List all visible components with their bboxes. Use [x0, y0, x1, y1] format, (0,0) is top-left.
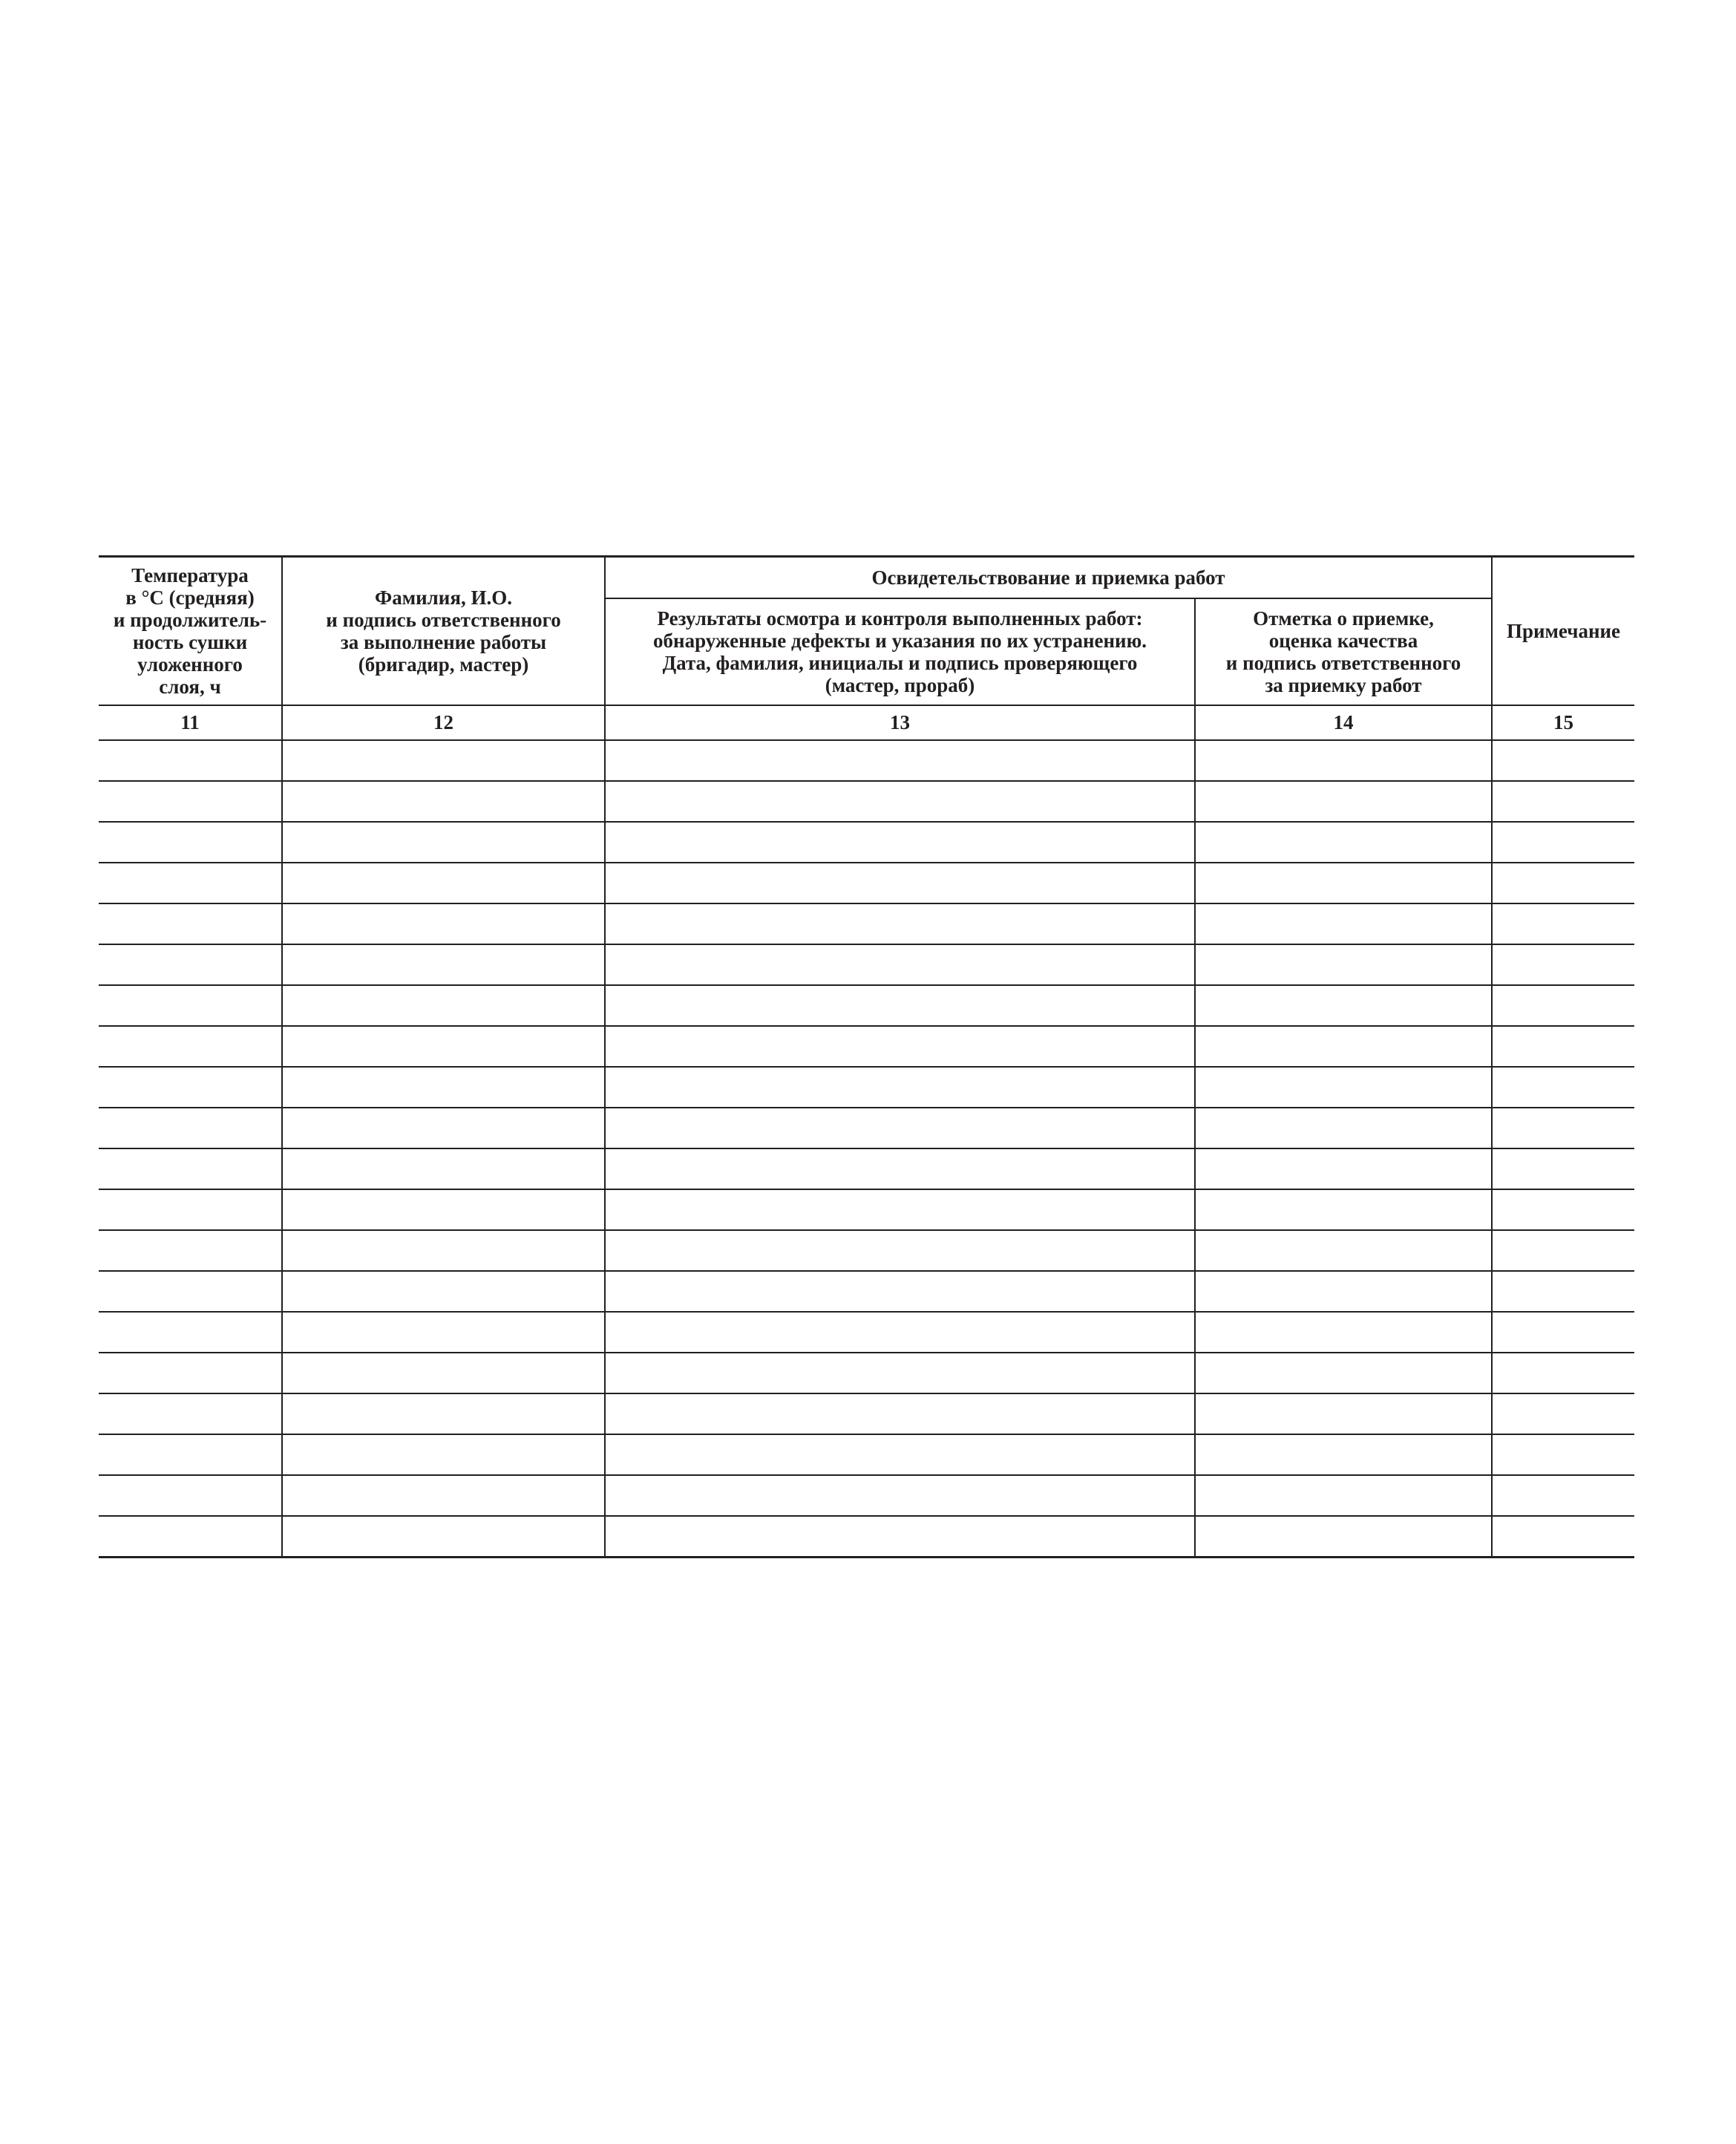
table-cell[interactable]: [99, 1353, 282, 1393]
table-cell[interactable]: [605, 1312, 1195, 1353]
table-cell[interactable]: [282, 985, 605, 1026]
table-row: [99, 1516, 1634, 1558]
table-cell[interactable]: [1195, 1516, 1492, 1558]
table-cell[interactable]: [1492, 1026, 1634, 1067]
table-cell[interactable]: [605, 781, 1195, 822]
table-cell[interactable]: [99, 863, 282, 903]
table-cell[interactable]: [99, 1230, 282, 1271]
table-cell[interactable]: [1492, 944, 1634, 985]
table-row: [99, 863, 1634, 903]
table-cell[interactable]: [1195, 740, 1492, 781]
table-row: [99, 1108, 1634, 1148]
table-cell[interactable]: [1195, 822, 1492, 863]
table-cell[interactable]: [605, 822, 1195, 863]
table-cell[interactable]: [1195, 903, 1492, 944]
table-row: [99, 781, 1634, 822]
table-cell[interactable]: [1492, 863, 1634, 903]
column-number-12: 12: [282, 705, 605, 740]
table-cell[interactable]: [1492, 1353, 1634, 1393]
table-cell[interactable]: [605, 903, 1195, 944]
table-cell[interactable]: [282, 1230, 605, 1271]
table-cell[interactable]: [605, 1475, 1195, 1516]
table-cell[interactable]: [1492, 781, 1634, 822]
table-cell[interactable]: [282, 1312, 605, 1353]
table-row: [99, 1434, 1634, 1475]
table-cell[interactable]: [1492, 1271, 1634, 1312]
table-cell[interactable]: [99, 1026, 282, 1067]
table-cell[interactable]: [1492, 1189, 1634, 1230]
table-row: [99, 1148, 1634, 1189]
table-cell[interactable]: [605, 944, 1195, 985]
header-responsible-person: Фамилия, И.О. и подпись ответственного за выполнение работы (бригадир, мастер): [282, 557, 605, 705]
table-cell[interactable]: [99, 985, 282, 1026]
table-cell[interactable]: [282, 1434, 605, 1475]
table-cell[interactable]: [282, 1189, 605, 1230]
table-cell[interactable]: [1195, 1230, 1492, 1271]
table-cell[interactable]: [282, 944, 605, 985]
header-temperature: Температура в °С (средняя) и продолжитель- ность сушки уложенного слоя, ч: [99, 557, 282, 705]
table-cell[interactable]: [605, 740, 1195, 781]
table-cell[interactable]: [282, 1271, 605, 1312]
table-cell[interactable]: [605, 1026, 1195, 1067]
table-row: [99, 985, 1634, 1026]
table-cell[interactable]: [282, 1393, 605, 1434]
table-row: [99, 1393, 1634, 1434]
table-cell[interactable]: [1492, 1067, 1634, 1108]
table-cell[interactable]: [605, 1393, 1195, 1434]
table-row: [99, 1230, 1634, 1271]
table-cell[interactable]: [282, 822, 605, 863]
table-cell[interactable]: [1195, 1312, 1492, 1353]
table-cell[interactable]: [1492, 1148, 1634, 1189]
table-cell[interactable]: [1492, 1516, 1634, 1558]
table-cell[interactable]: [99, 1189, 282, 1230]
header-note: Примечание: [1492, 557, 1634, 705]
table-row: [99, 903, 1634, 944]
header-inspection-results: Результаты осмотра и контроля выполненных работ: обнаруженные дефекты и указания по их устранению. Дата, фамилия, инициалы и подпись проверяющего (мастер, прораб): [605, 598, 1195, 705]
table-cell[interactable]: [1195, 1108, 1492, 1148]
table-cell[interactable]: [605, 1067, 1195, 1108]
table-cell[interactable]: [282, 1516, 605, 1558]
table-row: [99, 822, 1634, 863]
table-cell[interactable]: [282, 1475, 605, 1516]
table-cell[interactable]: [1492, 822, 1634, 863]
table-cell[interactable]: [1492, 903, 1634, 944]
table-cell[interactable]: [99, 1108, 282, 1148]
table-row: [99, 944, 1634, 985]
table-cell[interactable]: [99, 1475, 282, 1516]
column-number-14: 14: [1195, 705, 1492, 740]
table-cell[interactable]: [99, 944, 282, 985]
table-cell[interactable]: [99, 1434, 282, 1475]
table-cell[interactable]: [99, 740, 282, 781]
table-cell[interactable]: [605, 1148, 1195, 1189]
table-cell[interactable]: [1195, 1067, 1492, 1108]
header-row-top: [99, 557, 1634, 598]
table-cell[interactable]: [282, 1148, 605, 1189]
table-row: [99, 1271, 1634, 1312]
table-cell[interactable]: [282, 740, 605, 781]
table-cell[interactable]: [605, 1434, 1195, 1475]
table-cell[interactable]: [1492, 985, 1634, 1026]
table-cell[interactable]: [99, 1312, 282, 1353]
table-row: [99, 740, 1634, 781]
table-cell[interactable]: [605, 1108, 1195, 1148]
header-inspection-group: Освидетельствование и приемка работ: [605, 557, 1492, 598]
table-cell[interactable]: [605, 985, 1195, 1026]
table-cell[interactable]: [99, 1516, 282, 1558]
table-cell[interactable]: [1492, 1230, 1634, 1271]
table-cell[interactable]: [99, 822, 282, 863]
table-cell[interactable]: [282, 1026, 605, 1067]
table-cell[interactable]: [1195, 1148, 1492, 1189]
table-cell[interactable]: [99, 781, 282, 822]
table-row: [99, 1026, 1634, 1067]
table-cell[interactable]: [1195, 1026, 1492, 1067]
table-cell[interactable]: [605, 863, 1195, 903]
table-cell[interactable]: [605, 1230, 1195, 1271]
table-cell[interactable]: [1492, 1108, 1634, 1148]
table-cell[interactable]: [1195, 863, 1492, 903]
table-cell[interactable]: [605, 1189, 1195, 1230]
column-number-15: 15: [1492, 705, 1634, 740]
table-cell[interactable]: [99, 1067, 282, 1108]
table-cell[interactable]: [605, 1271, 1195, 1312]
table-cell[interactable]: [1195, 1271, 1492, 1312]
table-cell[interactable]: [1195, 1353, 1492, 1393]
table-cell[interactable]: [1195, 1393, 1492, 1434]
table-cell[interactable]: [282, 1108, 605, 1148]
table-cell[interactable]: [1195, 985, 1492, 1026]
table-cell[interactable]: [1195, 1475, 1492, 1516]
table-cell[interactable]: [1492, 1312, 1634, 1353]
journal-table: [99, 555, 1634, 1558]
table-cell[interactable]: [1492, 740, 1634, 781]
table-cell[interactable]: [282, 1353, 605, 1393]
table-cell[interactable]: [1195, 781, 1492, 822]
table-cell[interactable]: [99, 1393, 282, 1434]
column-number-row: [99, 705, 1634, 740]
table-cell[interactable]: [1195, 944, 1492, 985]
table-cell[interactable]: [282, 903, 605, 944]
table-cell[interactable]: [282, 1067, 605, 1108]
table-cell[interactable]: [1492, 1475, 1634, 1516]
column-number-11: 11: [99, 705, 282, 740]
table-cell[interactable]: [282, 863, 605, 903]
table-cell[interactable]: [282, 781, 605, 822]
table-cell[interactable]: [1492, 1434, 1634, 1475]
table-row: [99, 1189, 1634, 1230]
table-cell[interactable]: [605, 1516, 1195, 1558]
table-row: [99, 1312, 1634, 1353]
column-number-13: 13: [605, 705, 1195, 740]
table-cell[interactable]: [605, 1353, 1195, 1393]
table-cell[interactable]: [99, 903, 282, 944]
table-row: [99, 1353, 1634, 1393]
table-cell[interactable]: [99, 1148, 282, 1189]
table-cell[interactable]: [99, 1271, 282, 1312]
header-acceptance-mark: Отметка о приемке, оценка качества и подпись ответственного за приемку работ: [1195, 598, 1492, 705]
table-cell[interactable]: [1195, 1189, 1492, 1230]
table-cell[interactable]: [1492, 1393, 1634, 1434]
table-row: [99, 1067, 1634, 1108]
table-cell[interactable]: [1195, 1434, 1492, 1475]
table-row: [99, 1475, 1634, 1516]
